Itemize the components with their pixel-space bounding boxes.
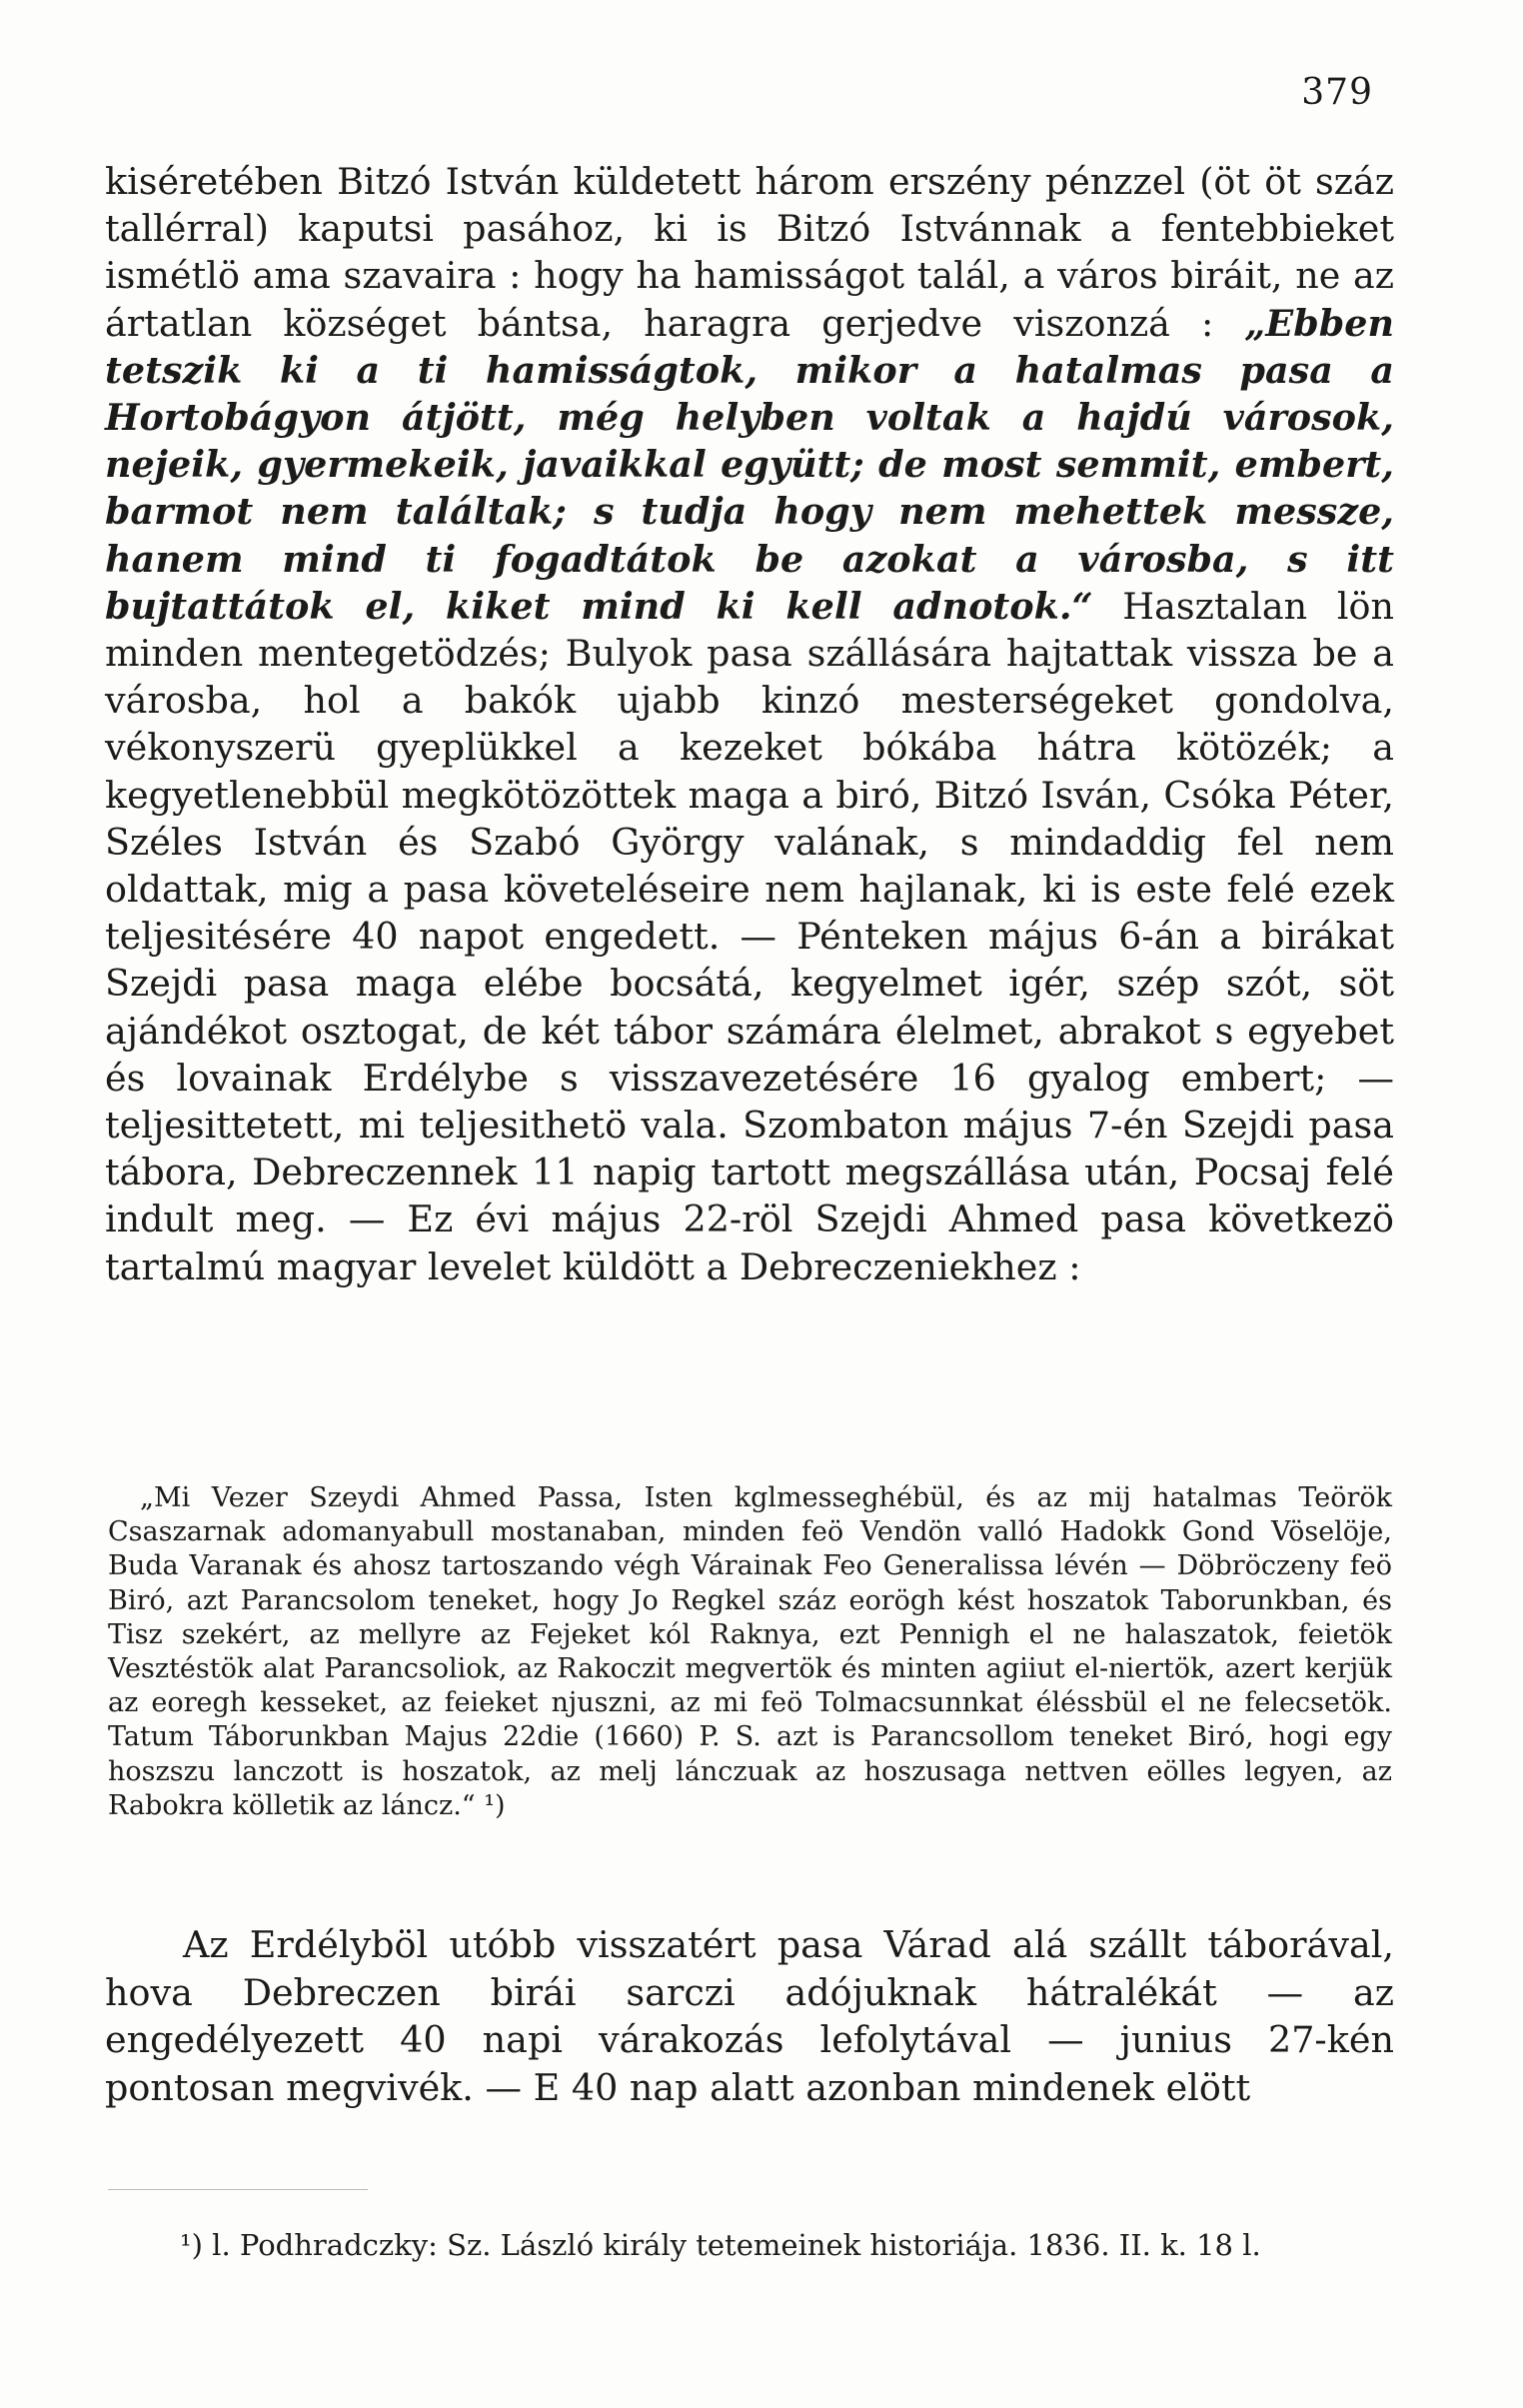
main-text-quoted-speech: „Ebben tetszik ki a ti hamisságtok, mikor a hatalmas pasa a Hortobágyon átjött, még helyben voltak a hajdú városok, nejeik, gyermekeik, javaikkal együtt; de most semmit, embert, barmot nem találtak; s tudja hogy nem mehettek messze, hanem mind ti fogadtátok be azokat a városba, s itt bujtattátok el, kiket mind ki kell adnotok.“: [105, 301, 1394, 628]
footnote-divider: [108, 2189, 368, 2190]
footnote-marker: ¹): [180, 2228, 203, 2262]
footnote: [180, 2227, 1399, 2263]
closing-paragraph: [105, 1921, 1394, 2111]
closing-text: Az Erdélyböl utóbb visszatért pasa Várad alá szállt táborával, hova Debreczen birái sarczi adójuknak hátralékát — az engedélyezett 40 napi várakozás lefolytával — junius 27-kén pontosan megvivék. — E 40 nap alatt azonban mindenek elött: [105, 1923, 1394, 2109]
main-paragraph: [105, 158, 1394, 1290]
footnote-text: l. Podhradczky: Sz. László király tetemeinek historiája. 1836. II. k. 18 l.: [212, 2228, 1261, 2262]
letter-quote: [108, 1481, 1392, 1823]
page-number: 379: [1301, 72, 1373, 113]
main-text-part1: kiséretében Bitzó István küldetett három erszény pénzzel (öt öt száz tallérral) kaputsi pasához, ki is Bitzó Istvánnak a fentebbieket ismétlö ama szavaira : hogy ha hamisságot talál, a város biráit, ne az ártatlan községet bántsa, haragra gerjedve viszonzá :: [105, 160, 1394, 345]
footnote-reference: ¹): [484, 1789, 506, 1821]
letter-text: „Mi Vezer Szeydi Ahmed Passa, Isten kglmesseghébül, és az mij hatalmas Teörök Csaszarnak adomanyabull mostanaban, minden feö Vendön valló Hadokk Gond Vöselöje, Buda Varanak és ahosz tartoszando végh Várainak Feo Generalissa lévén — Döbröczeny feö Biró, azt Parancsolom teneket, hogy Jo Regkel száz eorögh kést hoszatok Taborunkban, és Tisz szekért, az mellyre az Fejeket kól Raknya, ezt Pennigh el ne halaszatok, feietök Vesztéstök alat Parancsoliok, az Rakoczit megvertök és minten agiiut el-niertök, azert kerjük az eoregh kesseket, az feieket njuszni, az mi feö Tolmacsunnkat éléssbül el ne felecsetök. Tatum Táborunkban Majus 22die (1660) P. S. azt is Parancsollom teneket Biró, hogi egy hoszszu lanczott is hoszatok, az melj lánczuak az hoszusaga nettven eölles legyen, az Rabokra kölletik az láncz.“: [108, 1482, 1392, 1821]
main-text-part2: Hasztalan lön minden mentegetödzés; Bulyok pasa szállására hajtattak vissza be a városba, hol a bakók ujabb kinzó mesterségeket gondolva, vékonyszerü gyeplükkel a kezeket bókába hátra kötözék; a kegyetlenebbül megkötözöttek maga a biró, Bitzó Isván, Csóka Péter, Széles István és Szabó György valának, s mindaddig fel nem oldattak, mig a pasa követeléseire nem hajlanak, ki is este felé ezek teljesitésére 40 napot engedett. — Pénteken május 6-án a birákat Szejdi pasa maga elébe bocsátá, kegyelmet igér, szép szót, söt ajándékot osztogat, de két tábor számára élelmet, abrakot s egyebet és lovainak Erdélybe s visszavezetésére 16 gyalog embert; — teljesittetett, mi teljesithetö vala. Szombaton május 7-én Szejdi pasa tábora, Debreczennek 11 napig tartott megszállása után, Pocsaj felé indult meg. — Ez évi május 22-röl Szejdi Ahmed pasa következö tartalmú magyar levelet küldött a Debreczeniekhez :: [105, 584, 1394, 1288]
